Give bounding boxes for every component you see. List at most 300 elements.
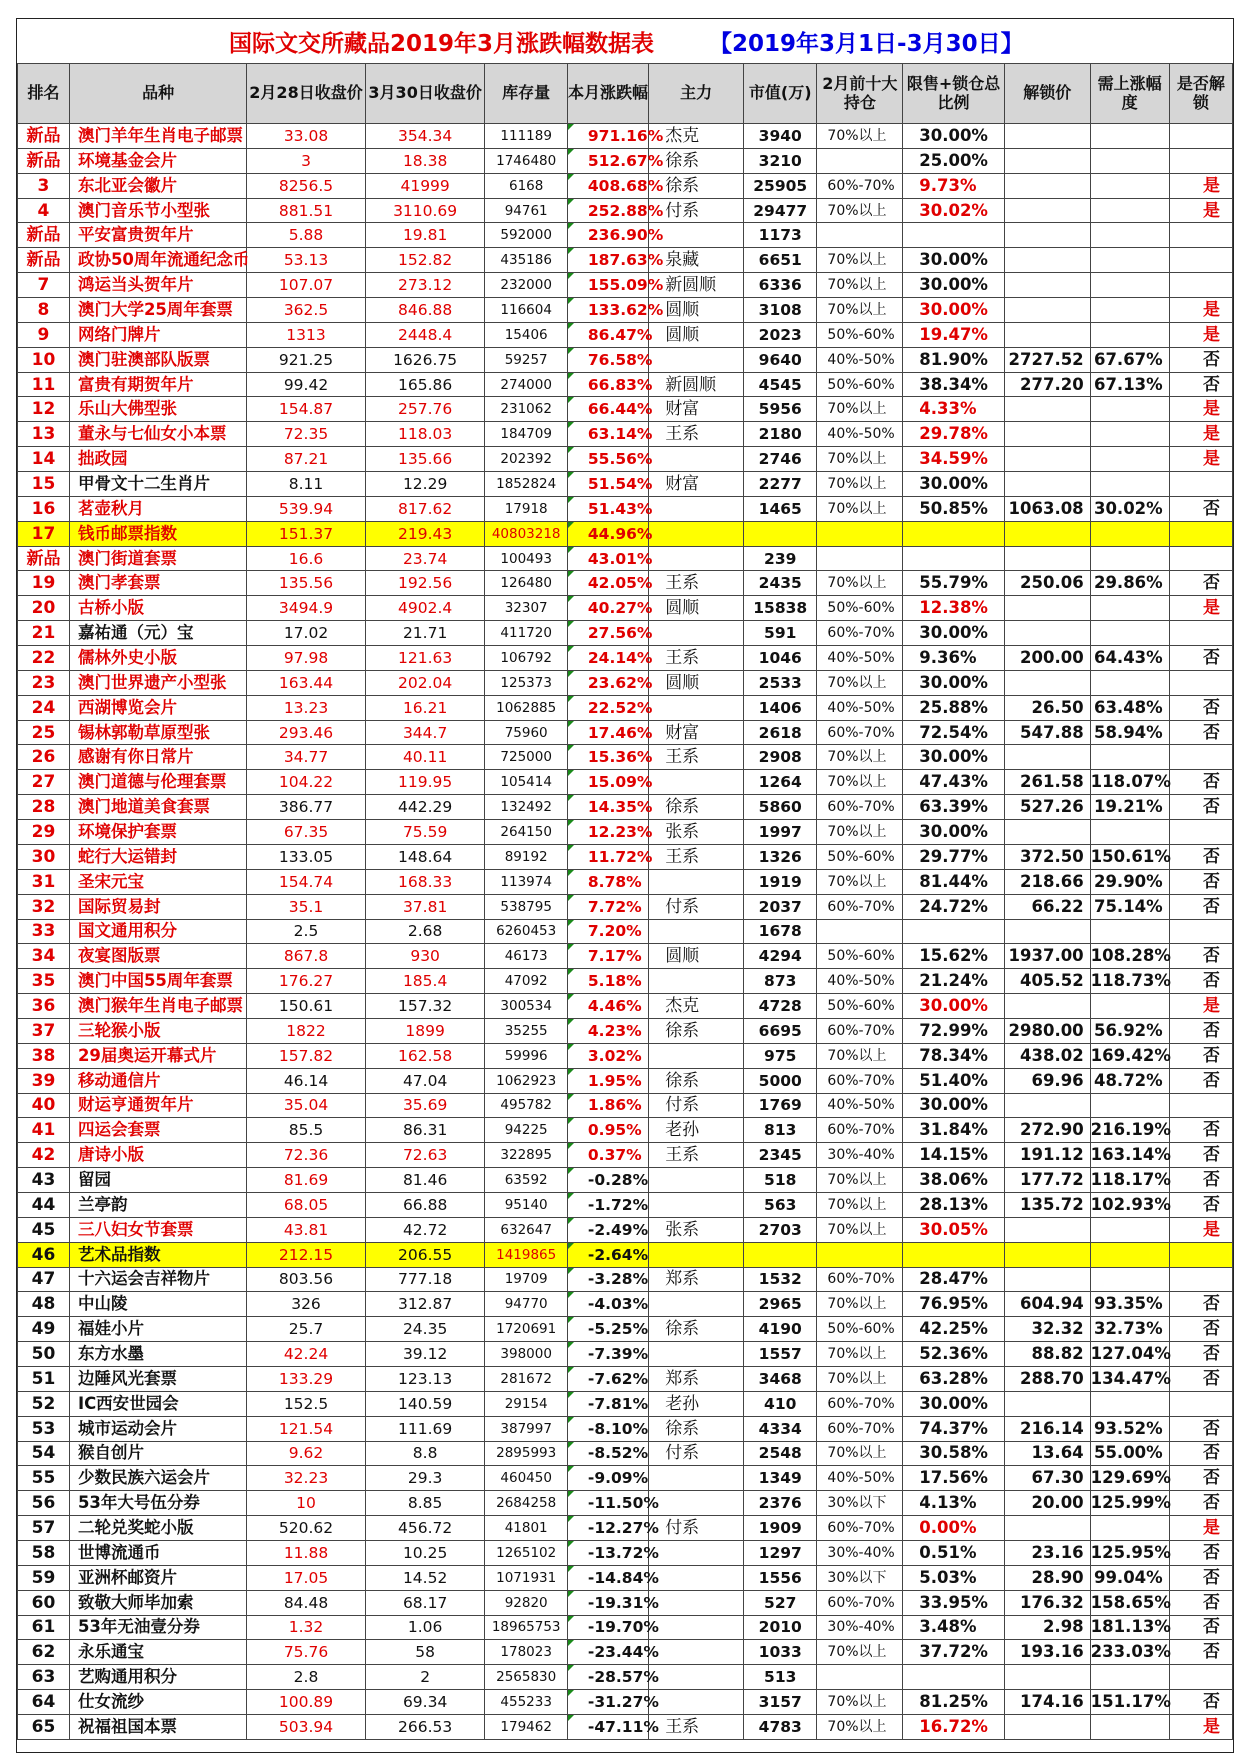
sheet-title: 国际文交所藏品2019年3月涨跌幅数据表 bbox=[229, 31, 655, 57]
lock-ratio-cell: 30.58% bbox=[903, 1441, 1005, 1466]
variety-cell: 53年无油壹分券 bbox=[69, 1615, 246, 1640]
stock-cell: 1746480 bbox=[485, 148, 567, 173]
rank-cell: 17 bbox=[18, 521, 70, 546]
table-row bbox=[18, 521, 1233, 546]
unlocked-cell bbox=[1169, 820, 1232, 845]
stock-cell: 2895993 bbox=[485, 1441, 567, 1466]
needed-rise-cell bbox=[1090, 298, 1169, 323]
unlocked-cell bbox=[1169, 521, 1232, 546]
market-value-cell: 2376 bbox=[744, 1491, 817, 1516]
feb-close-cell: 1313 bbox=[247, 322, 366, 347]
market-value-cell: 4190 bbox=[744, 1317, 817, 1342]
monthly-change-cell: -7.62% bbox=[567, 1366, 648, 1391]
variety-cell: 澳门地道美食套票 bbox=[69, 795, 246, 820]
major-holder-cell: 王系 bbox=[649, 422, 744, 447]
market-value-cell: 1033 bbox=[744, 1640, 817, 1665]
variety-cell: 国文通用积分 bbox=[69, 919, 246, 944]
unlocked-cell: 否 bbox=[1169, 1590, 1232, 1615]
market-value-cell: 1997 bbox=[744, 820, 817, 845]
mar-close-cell: 29.3 bbox=[365, 1466, 485, 1491]
table-row bbox=[18, 1491, 1233, 1516]
top10-cell: 40%-50% bbox=[817, 646, 903, 671]
unlock-price-cell bbox=[1004, 670, 1090, 695]
variety-cell: 国际贸易封 bbox=[69, 894, 246, 919]
table-row bbox=[18, 1391, 1233, 1416]
monthly-change-cell: -5.25% bbox=[567, 1317, 648, 1342]
lock-ratio-cell: 24.72% bbox=[903, 894, 1005, 919]
market-value-cell bbox=[744, 1242, 817, 1267]
mar-close-cell: 135.66 bbox=[365, 447, 485, 472]
stock-cell: 29154 bbox=[485, 1391, 567, 1416]
feb-close-cell: 5.88 bbox=[247, 223, 366, 248]
stock-cell: 184709 bbox=[485, 422, 567, 447]
stock-cell: 19709 bbox=[485, 1267, 567, 1292]
table-row bbox=[18, 198, 1233, 223]
mar-close-cell: 47.04 bbox=[365, 1068, 485, 1093]
needed-rise-cell: 151.17% bbox=[1090, 1690, 1169, 1715]
unlocked-cell bbox=[1169, 472, 1232, 497]
header-rank: 排名 bbox=[18, 64, 70, 124]
lock-ratio-cell: 30.00% bbox=[903, 994, 1005, 1019]
stock-cell: 40803218 bbox=[485, 521, 567, 546]
unlock-price-cell bbox=[1004, 521, 1090, 546]
major-holder-cell: 王系 bbox=[649, 1715, 744, 1740]
lock-ratio-cell: 28.13% bbox=[903, 1192, 1005, 1217]
stock-cell: 495782 bbox=[485, 1093, 567, 1118]
table-row bbox=[18, 695, 1233, 720]
major-holder-cell bbox=[649, 1640, 744, 1665]
stock-cell: 94225 bbox=[485, 1118, 567, 1143]
variety-cell: 财运亨通贺年片 bbox=[69, 1093, 246, 1118]
lock-ratio-cell: 51.40% bbox=[903, 1068, 1005, 1093]
monthly-change-cell: -31.27% bbox=[567, 1690, 648, 1715]
variety-cell: 十六运会吉祥物片 bbox=[69, 1267, 246, 1292]
variety-cell: 澳门音乐节小型张 bbox=[69, 198, 246, 223]
mar-close-cell: 8.8 bbox=[365, 1441, 485, 1466]
lock-ratio-cell: 29.78% bbox=[903, 422, 1005, 447]
unlocked-cell bbox=[1169, 1267, 1232, 1292]
unlocked-cell bbox=[1169, 670, 1232, 695]
major-holder-cell: 郑系 bbox=[649, 1366, 744, 1391]
mar-close-cell: 81.46 bbox=[365, 1168, 485, 1193]
variety-cell: 移动通信片 bbox=[69, 1068, 246, 1093]
lock-ratio-cell: 29.77% bbox=[903, 844, 1005, 869]
feb-close-cell: 135.56 bbox=[247, 571, 366, 596]
table-row bbox=[18, 273, 1233, 298]
top10-cell bbox=[817, 223, 903, 248]
top10-cell: 50%-60% bbox=[817, 944, 903, 969]
needed-rise-cell bbox=[1090, 1665, 1169, 1690]
unlock-price-cell bbox=[1004, 745, 1090, 770]
unlock-price-cell: 2.98 bbox=[1004, 1615, 1090, 1640]
major-holder-cell bbox=[649, 1690, 744, 1715]
major-holder-cell: 王系 bbox=[649, 844, 744, 869]
mar-close-cell: 185.4 bbox=[365, 969, 485, 994]
table-row bbox=[18, 944, 1233, 969]
needed-rise-cell bbox=[1090, 919, 1169, 944]
top10-cell: 60%-70% bbox=[817, 1391, 903, 1416]
unlock-price-cell bbox=[1004, 198, 1090, 223]
major-holder-cell: 张系 bbox=[649, 1217, 744, 1242]
unlock-price-cell: 1063.08 bbox=[1004, 496, 1090, 521]
needed-rise-cell: 169.42% bbox=[1090, 1043, 1169, 1068]
table-body bbox=[18, 124, 1233, 1740]
needed-rise-cell: 19.21% bbox=[1090, 795, 1169, 820]
market-value-cell: 1919 bbox=[744, 869, 817, 894]
monthly-change-cell: 252.88% bbox=[567, 198, 648, 223]
stock-cell: 1265102 bbox=[485, 1540, 567, 1565]
feb-close-cell: 84.48 bbox=[247, 1590, 366, 1615]
variety-cell: 澳门大学25周年套票 bbox=[69, 298, 246, 323]
feb-close-cell: 157.82 bbox=[247, 1043, 366, 1068]
major-holder-cell: 圆顺 bbox=[649, 944, 744, 969]
lock-ratio-cell: 5.03% bbox=[903, 1565, 1005, 1590]
market-value-cell: 873 bbox=[744, 969, 817, 994]
market-value-cell: 4545 bbox=[744, 372, 817, 397]
rank-cell: 57 bbox=[18, 1516, 70, 1541]
stock-cell: 179462 bbox=[485, 1715, 567, 1740]
variety-cell: 澳门中国55周年套票 bbox=[69, 969, 246, 994]
table-row bbox=[18, 1416, 1233, 1441]
unlock-price-cell: 200.00 bbox=[1004, 646, 1090, 671]
stock-cell: 75960 bbox=[485, 720, 567, 745]
unlocked-cell bbox=[1169, 223, 1232, 248]
variety-cell: 网络门牌片 bbox=[69, 322, 246, 347]
unlocked-cell: 否 bbox=[1169, 720, 1232, 745]
top10-cell: 70%以上 bbox=[817, 1043, 903, 1068]
monthly-change-cell: 7.17% bbox=[567, 944, 648, 969]
market-value-cell: 2908 bbox=[744, 745, 817, 770]
lock-ratio-cell: 15.62% bbox=[903, 944, 1005, 969]
needed-rise-cell: 158.65% bbox=[1090, 1590, 1169, 1615]
lock-ratio-cell bbox=[903, 1665, 1005, 1690]
major-holder-cell: 付系 bbox=[649, 1093, 744, 1118]
mar-close-cell: 273.12 bbox=[365, 273, 485, 298]
monthly-change-cell: -8.52% bbox=[567, 1441, 648, 1466]
monthly-change-cell: 66.83% bbox=[567, 372, 648, 397]
unlocked-cell: 否 bbox=[1169, 944, 1232, 969]
variety-cell: 城市运动会片 bbox=[69, 1416, 246, 1441]
needed-rise-cell: 30.02% bbox=[1090, 496, 1169, 521]
feb-close-cell: 2.5 bbox=[247, 919, 366, 944]
lock-ratio-cell: 72.54% bbox=[903, 720, 1005, 745]
top10-cell: 60%-70% bbox=[817, 621, 903, 646]
variety-cell: 29届奥运开幕式片 bbox=[69, 1043, 246, 1068]
feb-close-cell: 53.13 bbox=[247, 248, 366, 273]
feb-close-cell: 154.74 bbox=[247, 869, 366, 894]
unlock-price-cell bbox=[1004, 1242, 1090, 1267]
monthly-change-cell: 0.37% bbox=[567, 1143, 648, 1168]
monthly-change-cell: -4.03% bbox=[567, 1292, 648, 1317]
market-value-cell: 2345 bbox=[744, 1143, 817, 1168]
variety-cell: 兰亭韵 bbox=[69, 1192, 246, 1217]
unlock-price-cell bbox=[1004, 1665, 1090, 1690]
needed-rise-cell bbox=[1090, 148, 1169, 173]
major-holder-cell: 付系 bbox=[649, 198, 744, 223]
unlock-price-cell bbox=[1004, 1267, 1090, 1292]
unlock-price-cell bbox=[1004, 1093, 1090, 1118]
mar-close-cell: 3110.69 bbox=[365, 198, 485, 223]
needed-rise-cell bbox=[1090, 447, 1169, 472]
table-row bbox=[18, 1540, 1233, 1565]
major-holder-cell: 老孙 bbox=[649, 1118, 744, 1143]
feb-close-cell: 99.42 bbox=[247, 372, 366, 397]
top10-cell: 60%-70% bbox=[817, 894, 903, 919]
mar-close-cell: 930 bbox=[365, 944, 485, 969]
variety-cell: 致敬大师毕加索 bbox=[69, 1590, 246, 1615]
feb-close-cell: 326 bbox=[247, 1292, 366, 1317]
header-stock: 库存量 bbox=[485, 64, 567, 124]
needed-rise-cell: 99.04% bbox=[1090, 1565, 1169, 1590]
rank-cell: 35 bbox=[18, 969, 70, 994]
unlock-price-cell: 177.72 bbox=[1004, 1168, 1090, 1193]
table-row bbox=[18, 1043, 1233, 1068]
feb-close-cell: 43.81 bbox=[247, 1217, 366, 1242]
variety-cell: 东方水墨 bbox=[69, 1342, 246, 1367]
rank-cell: 53 bbox=[18, 1416, 70, 1441]
top10-cell: 60%-70% bbox=[817, 173, 903, 198]
unlocked-cell: 否 bbox=[1169, 894, 1232, 919]
lock-ratio-cell: 76.95% bbox=[903, 1292, 1005, 1317]
feb-close-cell: 881.51 bbox=[247, 198, 366, 223]
mar-close-cell: 442.29 bbox=[365, 795, 485, 820]
top10-cell bbox=[817, 1665, 903, 1690]
major-holder-cell: 王系 bbox=[649, 745, 744, 770]
lock-ratio-cell: 72.99% bbox=[903, 1018, 1005, 1043]
monthly-change-cell: 27.56% bbox=[567, 621, 648, 646]
unlock-price-cell: 193.16 bbox=[1004, 1640, 1090, 1665]
unlock-price-cell bbox=[1004, 994, 1090, 1019]
variety-cell: 董永与七仙女小本票 bbox=[69, 422, 246, 447]
major-holder-cell: 徐系 bbox=[649, 1068, 744, 1093]
variety-cell: 澳门孝套票 bbox=[69, 571, 246, 596]
mar-close-cell: 39.12 bbox=[365, 1342, 485, 1367]
stock-cell: 18965753 bbox=[485, 1615, 567, 1640]
unlocked-cell: 是 bbox=[1169, 596, 1232, 621]
mar-close-cell: 168.33 bbox=[365, 869, 485, 894]
market-value-cell: 3108 bbox=[744, 298, 817, 323]
market-value-cell: 3210 bbox=[744, 148, 817, 173]
variety-cell: 澳门羊年生肖电子邮票 bbox=[69, 124, 246, 149]
monthly-change-cell: -19.31% bbox=[567, 1590, 648, 1615]
rank-cell: 7 bbox=[18, 273, 70, 298]
stock-cell: 281672 bbox=[485, 1366, 567, 1391]
unlock-price-cell bbox=[1004, 298, 1090, 323]
feb-close-cell: 2.8 bbox=[247, 1665, 366, 1690]
mar-close-cell: 354.34 bbox=[365, 124, 485, 149]
stock-cell: 125373 bbox=[485, 670, 567, 695]
rank-cell: 45 bbox=[18, 1217, 70, 1242]
rank-cell: 16 bbox=[18, 496, 70, 521]
stock-cell: 47092 bbox=[485, 969, 567, 994]
lock-ratio-cell: 81.90% bbox=[903, 347, 1005, 372]
table-row bbox=[18, 1118, 1233, 1143]
feb-close-cell: 386.77 bbox=[247, 795, 366, 820]
major-holder-cell: 王系 bbox=[649, 646, 744, 671]
lock-ratio-cell: 30.00% bbox=[903, 472, 1005, 497]
feb-close-cell: 85.5 bbox=[247, 1118, 366, 1143]
unlocked-cell: 是 bbox=[1169, 298, 1232, 323]
header-lock-ratio: 限售+锁仓总比例 bbox=[903, 64, 1005, 124]
lock-ratio-cell bbox=[903, 919, 1005, 944]
market-value-cell: 3940 bbox=[744, 124, 817, 149]
unlock-price-cell bbox=[1004, 173, 1090, 198]
needed-rise-cell bbox=[1090, 621, 1169, 646]
feb-close-cell: 34.77 bbox=[247, 745, 366, 770]
top10-cell: 60%-70% bbox=[817, 1267, 903, 1292]
table-row bbox=[18, 1565, 1233, 1590]
top10-cell: 70%以上 bbox=[817, 447, 903, 472]
unlock-price-cell bbox=[1004, 1391, 1090, 1416]
top10-cell: 70%以上 bbox=[817, 745, 903, 770]
table-row bbox=[18, 248, 1233, 273]
table-row bbox=[18, 994, 1233, 1019]
major-holder-cell bbox=[649, 496, 744, 521]
market-value-cell: 1556 bbox=[744, 1565, 817, 1590]
lock-ratio-cell: 3.48% bbox=[903, 1615, 1005, 1640]
major-holder-cell: 付系 bbox=[649, 1516, 744, 1541]
top10-cell: 50%-60% bbox=[817, 994, 903, 1019]
monthly-change-cell: 23.62% bbox=[567, 670, 648, 695]
table-row bbox=[18, 1690, 1233, 1715]
major-holder-cell: 徐系 bbox=[649, 795, 744, 820]
market-value-cell: 2618 bbox=[744, 720, 817, 745]
rank-cell: 3 bbox=[18, 173, 70, 198]
unlocked-cell bbox=[1169, 621, 1232, 646]
top10-cell: 70%以上 bbox=[817, 571, 903, 596]
stock-cell: 17918 bbox=[485, 496, 567, 521]
variety-cell: 艺购通用积分 bbox=[69, 1665, 246, 1690]
top10-cell: 60%-70% bbox=[817, 1068, 903, 1093]
major-holder-cell: 杰克 bbox=[649, 994, 744, 1019]
mar-close-cell: 152.82 bbox=[365, 248, 485, 273]
feb-close-cell: 32.23 bbox=[247, 1466, 366, 1491]
stock-cell: 1419865 bbox=[485, 1242, 567, 1267]
market-value-cell: 29477 bbox=[744, 198, 817, 223]
needed-rise-cell: 118.73% bbox=[1090, 969, 1169, 994]
rank-cell: 27 bbox=[18, 770, 70, 795]
major-holder-cell bbox=[649, 1590, 744, 1615]
table-row bbox=[18, 770, 1233, 795]
needed-rise-cell bbox=[1090, 1093, 1169, 1118]
unlocked-cell: 是 bbox=[1169, 173, 1232, 198]
feb-close-cell: 803.56 bbox=[247, 1267, 366, 1292]
rank-cell: 32 bbox=[18, 894, 70, 919]
top10-cell: 30%-40% bbox=[817, 1143, 903, 1168]
stock-cell: 92820 bbox=[485, 1590, 567, 1615]
stock-cell: 538795 bbox=[485, 894, 567, 919]
needed-rise-cell: 134.47% bbox=[1090, 1366, 1169, 1391]
mar-close-cell: 1899 bbox=[365, 1018, 485, 1043]
market-value-cell: 5956 bbox=[744, 397, 817, 422]
table-row bbox=[18, 1516, 1233, 1541]
monthly-change-cell: -47.11% bbox=[567, 1715, 648, 1740]
market-value-cell: 25905 bbox=[744, 173, 817, 198]
major-holder-cell: 徐系 bbox=[649, 148, 744, 173]
top10-cell bbox=[817, 1242, 903, 1267]
top10-cell: 70%以上 bbox=[817, 869, 903, 894]
top10-cell: 70%以上 bbox=[817, 1192, 903, 1217]
stock-cell: 178023 bbox=[485, 1640, 567, 1665]
table-row bbox=[18, 1143, 1233, 1168]
stock-cell: 387997 bbox=[485, 1416, 567, 1441]
table-row bbox=[18, 322, 1233, 347]
rank-cell: 24 bbox=[18, 695, 70, 720]
rank-cell: 29 bbox=[18, 820, 70, 845]
rank-cell: 4 bbox=[18, 198, 70, 223]
feb-close-cell: 867.8 bbox=[247, 944, 366, 969]
monthly-change-cell: 1.86% bbox=[567, 1093, 648, 1118]
top10-cell: 70%以上 bbox=[817, 670, 903, 695]
top10-cell: 70%以上 bbox=[817, 124, 903, 149]
table-row bbox=[18, 1192, 1233, 1217]
needed-rise-cell bbox=[1090, 1516, 1169, 1541]
unlocked-cell: 否 bbox=[1169, 869, 1232, 894]
monthly-change-cell: 7.72% bbox=[567, 894, 648, 919]
major-holder-cell: 新圆顺 bbox=[649, 372, 744, 397]
mar-close-cell: 35.69 bbox=[365, 1093, 485, 1118]
top10-cell: 60%-70% bbox=[817, 1416, 903, 1441]
needed-rise-cell: 129.69% bbox=[1090, 1466, 1169, 1491]
major-holder-cell bbox=[649, 546, 744, 571]
market-value-cell: 4334 bbox=[744, 1416, 817, 1441]
monthly-change-cell: 11.72% bbox=[567, 844, 648, 869]
market-value-cell: 563 bbox=[744, 1192, 817, 1217]
major-holder-cell: 财富 bbox=[649, 720, 744, 745]
needed-rise-cell bbox=[1090, 1217, 1169, 1242]
feb-close-cell: 81.69 bbox=[247, 1168, 366, 1193]
variety-cell: 富贵有期贺年片 bbox=[69, 372, 246, 397]
market-value-cell: 1557 bbox=[744, 1342, 817, 1367]
needed-rise-cell bbox=[1090, 745, 1169, 770]
stock-cell: 94770 bbox=[485, 1292, 567, 1317]
monthly-change-cell: 5.18% bbox=[567, 969, 648, 994]
top10-cell: 70%以上 bbox=[817, 1640, 903, 1665]
unlock-price-cell bbox=[1004, 820, 1090, 845]
unlocked-cell: 否 bbox=[1169, 1317, 1232, 1342]
unlock-price-cell bbox=[1004, 248, 1090, 273]
top10-cell: 30%以下 bbox=[817, 1491, 903, 1516]
lock-ratio-cell: 78.34% bbox=[903, 1043, 1005, 1068]
market-value-cell: 1406 bbox=[744, 695, 817, 720]
unlock-price-cell bbox=[1004, 447, 1090, 472]
table-row bbox=[18, 1267, 1233, 1292]
table-row bbox=[18, 496, 1233, 521]
monthly-change-cell: 44.96% bbox=[567, 521, 648, 546]
stock-cell: 105414 bbox=[485, 770, 567, 795]
variety-cell: 东北亚会徽片 bbox=[69, 173, 246, 198]
monthly-change-cell: 512.67% bbox=[567, 148, 648, 173]
monthly-change-cell: 42.05% bbox=[567, 571, 648, 596]
mar-close-cell: 4902.4 bbox=[365, 596, 485, 621]
table-row bbox=[18, 1640, 1233, 1665]
market-value-cell: 6651 bbox=[744, 248, 817, 273]
unlocked-cell bbox=[1169, 1391, 1232, 1416]
major-holder-cell: 张系 bbox=[649, 820, 744, 845]
table-row bbox=[18, 1665, 1233, 1690]
top10-cell: 70%以上 bbox=[817, 1292, 903, 1317]
rank-cell: 63 bbox=[18, 1665, 70, 1690]
major-holder-cell bbox=[649, 521, 744, 546]
variety-cell: 亚洲杯邮资片 bbox=[69, 1565, 246, 1590]
table-row bbox=[18, 820, 1233, 845]
top10-cell: 70%以上 bbox=[817, 770, 903, 795]
rank-cell: 50 bbox=[18, 1342, 70, 1367]
table-row bbox=[18, 1590, 1233, 1615]
market-value-cell: 6336 bbox=[744, 273, 817, 298]
rank-cell: 52 bbox=[18, 1391, 70, 1416]
variety-cell: 三轮猴小版 bbox=[69, 1018, 246, 1043]
